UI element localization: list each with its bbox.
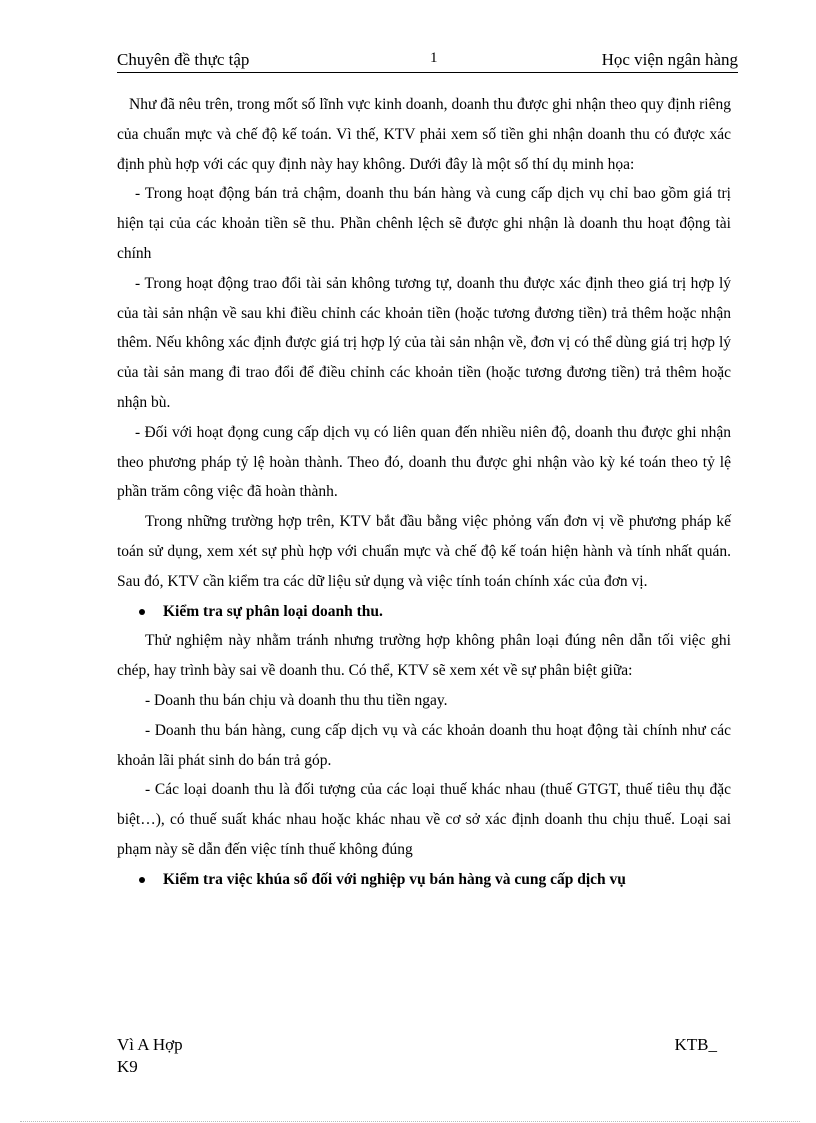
document-body [117,90,731,895]
bullet-text: Kiểm tra sự phân loại doanh thu. [163,602,383,620]
paragraph-classification-test: Thử nghiệm này nhằm tránh nhưng trường hợp không phân loại đúng nên dẫn tối việc ghi chép, hay trình bày sai về doanh thu. Có thể, KTV sẽ xem xét về sự phân biệt giữa: [117,632,731,680]
page-bottom-divider [20,1121,800,1122]
author-name: Vì A Hợp [117,1035,183,1054]
dash-item-service-multi-period: - Đối với hoạt đọng cung cấp dịch vụ có liên quan đến nhiều niên độ, doanh thu được ghi nhận theo phương pháp tỷ lệ hoàn thành. Theo đó, doanh thu được ghi nhận vào kỳ ké toán theo tỷ lệ phần trăm công việc đã hoàn thành. [117,423,731,501]
dash-item-deferred-sales: - Trong hoạt động bán trả chậm, doanh thu bán hàng và cung cấp dịch vụ chỉ bao gồm giá trị hiện tại của các khoản tiền sẽ thu. Phần chênh lệch sẽ được ghi nhận là doanh thu hoạt động tài chính [117,185,731,262]
bullet-heading-cutoff [117,865,731,895]
bullet-heading-classification [117,597,731,627]
bullet-icon [139,609,145,615]
dash-item-sales-financial: - Doanh thu bán hàng, cung cấp dịch vụ và các khoản doanh thu hoạt động tài chính như các khoản lãi phát sinh do bán trả góp. [117,721,731,769]
header-institution: Học viện ngân hàng [601,50,738,69]
bullet-icon [139,877,145,883]
page-number: 1 [430,50,438,66]
bullet-text: Kiểm tra việc khúa sổ đối với nghiệp vụ bán hàng và cung cấp dịch vụ [163,870,626,888]
paragraph-intro: Như đã nêu trên, trong mốt số lĩnh vực kinh doanh, doanh thu được ghi nhận theo quy định riêng của chuẩn mực và chế độ kế toán. Vì thế, KTV phải xem số tiền ghi nhận doanh thu có được xác định phù hợp với các quy định này hay không. Dưới đây là một số thí dụ minh họa: [117,96,731,173]
class-code: KTB_ [674,1035,717,1054]
paragraph-ktv-procedure: Trong những trường hợp trên, KTV bắt đầu bằng việc phỏng vấn đơn vị về phương pháp kế toán sử dụng, xem xét sự phù hợp với chuẩn mực và chế độ kế toán hiện hành và tính nhất quán. Sau đó, KTV cần kiểm tra các dữ liệu sử dụng và việc tính toán chính xác của đơn vị. [117,513,731,590]
dash-item-asset-exchange: - Trong hoạt động trao đổi tài sản không tương tự, doanh thu được xác định theo giá trị hợp lý của tài sản nhận về sau khi điều chỉnh các khoản tiền (hoặc tương đương tiền) trả thêm hoặc nhận thêm. Nếu không xác định được giá trị hợp lý của tài sản nhận về, đơn vị có thể dùng giá trị hợp lý của tài sản mang đi trao đổi để điều chỉnh các khoản tiền (hoặc tương đương tiền) trả thêm hoặc nhận bù. [117,274,731,411]
dash-item-credit-cash: - Doanh thu bán chịu và doanh thu thu tiền ngay. [145,691,448,709]
cohort: K9 [117,1057,138,1076]
header-title: Chuyên đề thực tập [117,50,250,69]
page-header [117,50,738,73]
dash-item-tax-types: - Các loại doanh thu là đối tượng của các loại thuế khác nhau (thuế GTGT, thuế tiêu thụ đặc biệt…), có thuế suất khác nhau hoặc khác nhau về cơ sở xác định doanh thu chịu thuế. Loại sai phạm này sẽ dẫn đến việc tính thuế không đúng [117,781,731,858]
